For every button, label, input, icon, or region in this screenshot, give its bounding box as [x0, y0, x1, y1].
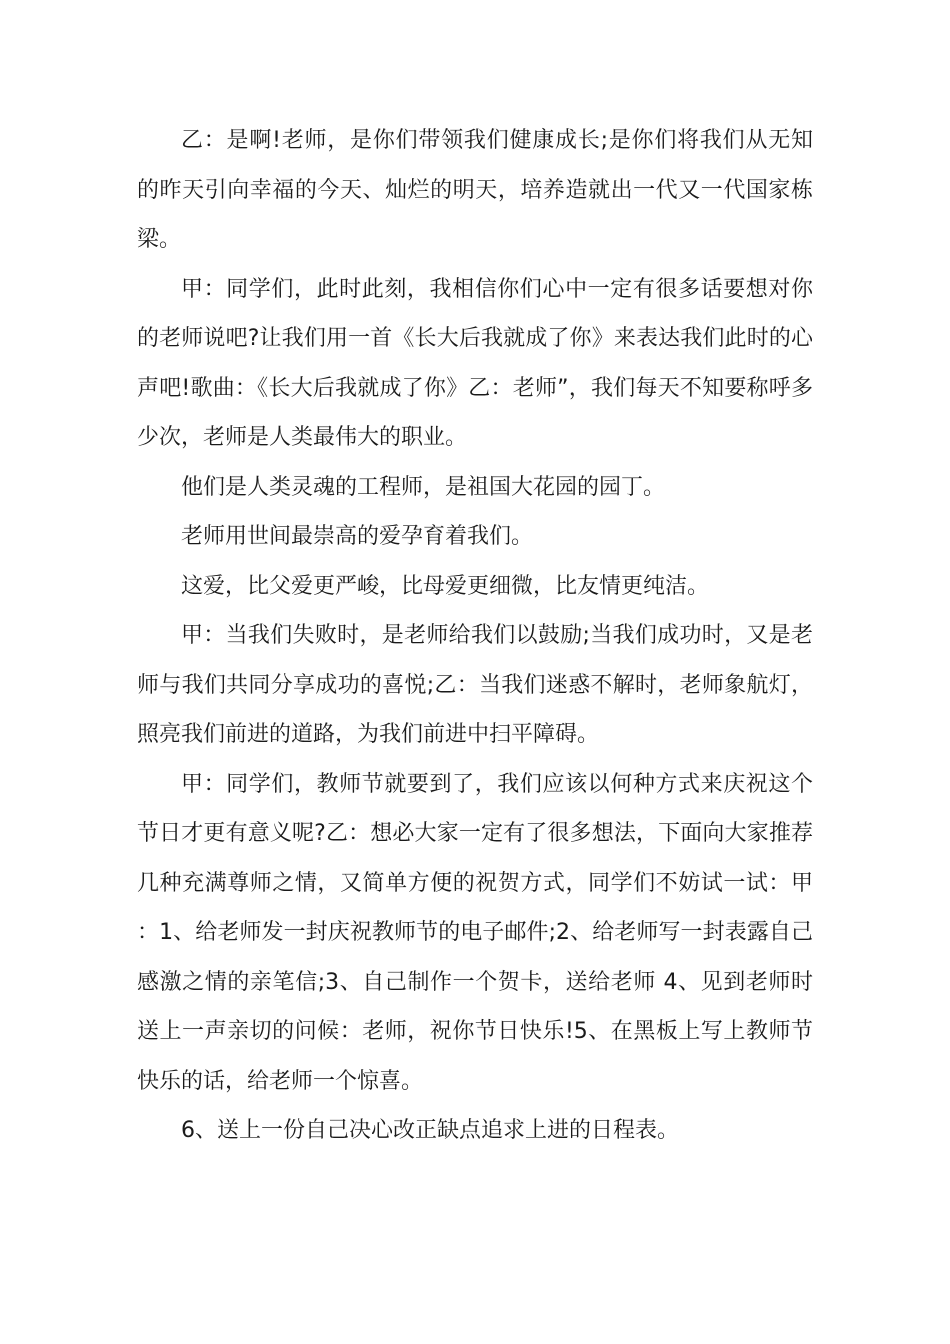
paragraph: 6、送上一份自己决心改正缺点追求上进的日程表。: [181, 1118, 679, 1143]
document-body: [137, 116, 813, 1156]
paragraph: 老师用世间最崇高的爱孕育着我们。: [181, 524, 534, 549]
paragraph: 他们是人类灵魂的工程师，是祖国大花园的园丁。: [181, 474, 666, 500]
paragraph: 甲：同学们，此时此刻，我相信你们心中一定有很多话要想对你的老师说吧?让我们用一首《长大后我就成了你》来表达我们此时的心声吧!歌曲：《长大后我就成了你》乙：老师”，我们每天不知要称呼多少次，老师是人类最伟大的职业。: [137, 276, 813, 450]
paragraph: 乙：是啊!老师，是你们带领我们健康成长;是你们将我们从无知的昨天引向幸福的今天、灿烂的明天，培养造就出一代又一代国家栋梁。: [137, 128, 813, 252]
paragraph: 甲：当我们失败时，是老师给我们以鼓励;当我们成功时，又是老师与我们共同分享成功的喜悦;乙：当我们迷惑不解时，老师象航灯，照亮我们前进的道路，为我们前进中扫平障碍。: [137, 623, 813, 747]
paragraph: 甲：同学们，教师节就要到了，我们应该以何种方式来庆祝这个节日才更有意义呢?乙：想必大家一定有了很多想法，下面向大家推荐几种充满尊师之情，又简单方便的祝贺方式，同学们不妨试一试：甲：1、给老师发一封庆祝教师节的电子邮件;2、给老师写一封表露自己感激之情的亲笔信;3、自己制作一个贺卡，送给老师 4、见到老师时送上一声亲切的问候：老师，祝你节日快乐!5、在黑板上写上教师节快乐的话，给老师一个惊喜。: [137, 771, 813, 1094]
paragraph: 这爱，比父爱更严峻，比母爱更细微，比友情更纯洁。: [181, 573, 710, 599]
